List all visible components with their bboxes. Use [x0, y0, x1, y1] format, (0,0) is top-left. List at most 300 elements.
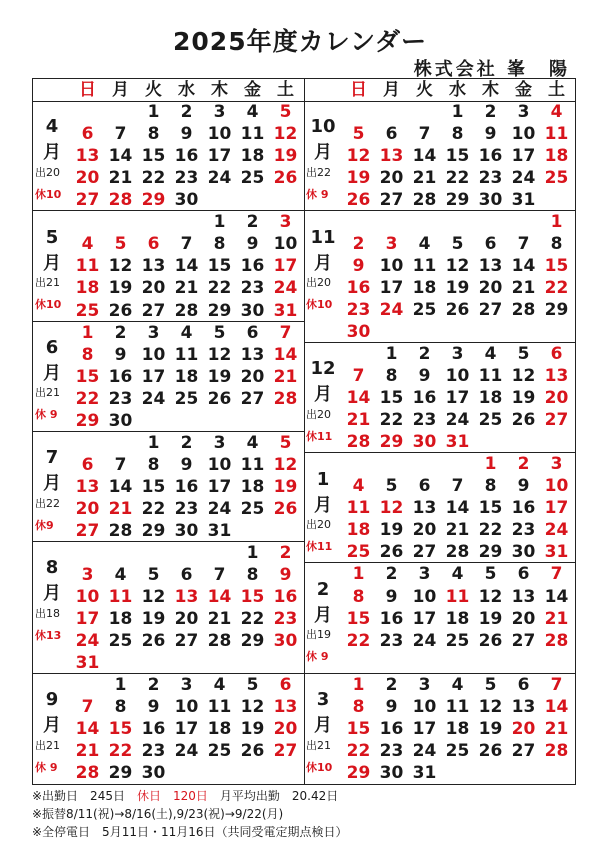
- day-cell: 12: [108, 256, 133, 277]
- day-cell: 28: [544, 630, 569, 651]
- day-cell: 10: [75, 586, 100, 607]
- day-cell: 27: [379, 190, 404, 211]
- day-cell: 14: [174, 256, 199, 277]
- month-char: 月: [314, 715, 332, 737]
- day-cell: 8: [114, 696, 127, 717]
- day-cell: 16: [273, 586, 298, 607]
- day-cell: 17: [207, 146, 232, 167]
- day-cell: 26: [108, 300, 133, 321]
- day-cell: 14: [445, 498, 470, 519]
- day-cell: 15: [75, 366, 100, 387]
- day-cell: 21: [174, 278, 199, 299]
- day-cell: 16: [412, 388, 437, 409]
- day-cell: 6: [517, 674, 530, 695]
- day-cell: 16: [141, 718, 166, 739]
- day-cell: 15: [478, 498, 503, 519]
- day-cell: 28: [511, 300, 536, 320]
- day-cell: 21: [207, 608, 232, 629]
- day-cell: 24: [141, 388, 166, 409]
- month-number: 8: [45, 557, 59, 579]
- day-cell: 27: [75, 521, 100, 542]
- day-cell: 24: [544, 520, 569, 541]
- month-label: [33, 211, 71, 320]
- month-number: 2: [316, 578, 330, 600]
- day-cell: 5: [279, 432, 292, 453]
- day-cell: 24: [412, 740, 437, 761]
- month-char: 月: [43, 142, 61, 164]
- month-char: 月: [43, 583, 61, 605]
- day-cell: 20: [511, 718, 536, 739]
- day-cell: 4: [418, 234, 431, 255]
- month-number: 6: [45, 336, 59, 358]
- day-cell: 8: [246, 564, 259, 585]
- day-cell: 18: [240, 146, 265, 167]
- day-cell: 18: [240, 476, 265, 497]
- day-cell: 17: [379, 278, 404, 299]
- company-name: 株式会社 峯 陽: [413, 59, 570, 80]
- day-cell: 22: [75, 388, 100, 409]
- month-char: 月: [43, 473, 61, 495]
- workdays-count: 出22: [35, 496, 60, 510]
- day-cell: 24: [75, 630, 100, 651]
- day-cell: 6: [246, 322, 259, 343]
- day-cell: 23: [174, 498, 199, 519]
- day-cell: 8: [451, 124, 464, 145]
- holidays-count: 休10: [306, 297, 333, 311]
- day-cell: 4: [451, 564, 464, 585]
- month-char: 月: [43, 363, 61, 385]
- day-cell: 13: [544, 366, 569, 386]
- day-cell: 3: [180, 674, 193, 695]
- month-label: [304, 453, 342, 562]
- day-cell: 20: [75, 168, 100, 189]
- weekday-0: 日: [350, 80, 367, 100]
- day-cell: 26: [511, 410, 536, 431]
- day-cell: 1: [213, 212, 226, 233]
- day-cell: 2: [114, 322, 127, 343]
- day-cell: 24: [273, 278, 298, 299]
- day-cell: 16: [379, 718, 404, 739]
- day-cell: 16: [174, 146, 199, 167]
- day-cell: 9: [114, 344, 127, 365]
- workdays-count: 出21: [35, 386, 60, 400]
- day-cell: 7: [213, 564, 226, 585]
- day-cell: 29: [445, 190, 470, 211]
- day-cell: 20: [273, 718, 298, 739]
- day-cell: 16: [174, 476, 199, 497]
- day-cell: 8: [147, 454, 160, 475]
- day-cell: 3: [517, 102, 530, 123]
- day-cell: 25: [75, 300, 100, 321]
- day-cell: 23: [273, 608, 298, 629]
- day-cell: 29: [346, 762, 371, 783]
- day-cell: 22: [108, 740, 133, 761]
- day-cell: 20: [141, 278, 166, 299]
- day-cell: 24: [207, 498, 232, 519]
- day-cell: 30: [412, 432, 437, 453]
- day-cell: 25: [544, 168, 569, 189]
- day-cell: 3: [451, 343, 464, 364]
- day-cell: 26: [478, 630, 503, 651]
- day-cell: 10: [511, 124, 536, 145]
- day-cell: 1: [451, 102, 464, 123]
- month-block-2: [304, 563, 575, 673]
- day-cell: 23: [240, 278, 265, 299]
- day-cell: 29: [240, 630, 265, 651]
- day-cell: 25: [478, 410, 503, 431]
- day-cell: 3: [81, 564, 94, 585]
- day-cell: 19: [108, 278, 133, 299]
- day-cell: 21: [108, 168, 133, 189]
- day-cell: 11: [412, 256, 437, 277]
- day-cell: 2: [385, 564, 398, 585]
- month-block-4: [33, 101, 304, 211]
- day-cell: 23: [174, 168, 199, 189]
- day-cell: 23: [108, 388, 133, 409]
- day-cell: 25: [445, 740, 470, 761]
- day-cell: 19: [273, 146, 298, 167]
- day-cell: 9: [517, 476, 530, 497]
- day-cell: 7: [279, 322, 292, 343]
- day-cell: 26: [478, 740, 503, 761]
- day-cell: 19: [207, 366, 232, 387]
- day-cell: 5: [279, 102, 292, 123]
- day-cell: 10: [445, 366, 470, 386]
- footer-line-3: ※全停電日 5月11日・11月16日（共同受電定期点検日）: [32, 825, 348, 839]
- day-cell: 27: [412, 542, 437, 563]
- day-cell: 26: [207, 388, 232, 409]
- weekday-5: 金: [515, 80, 532, 100]
- day-cell: 30: [174, 190, 199, 211]
- day-cell: 10: [141, 344, 166, 365]
- month-block-8: [33, 542, 304, 674]
- day-cell: 13: [240, 344, 265, 365]
- day-cell: 7: [550, 674, 563, 695]
- day-cell: 21: [511, 278, 536, 299]
- day-cell: 23: [412, 410, 437, 431]
- day-cell: 4: [114, 564, 127, 585]
- day-cell: 20: [511, 608, 536, 629]
- day-cell: 20: [544, 388, 569, 409]
- day-cell: 1: [550, 212, 563, 233]
- day-cell: 1: [147, 102, 160, 123]
- day-cell: 9: [352, 256, 365, 277]
- day-cell: 2: [385, 674, 398, 695]
- day-cell: 4: [81, 234, 94, 255]
- day-cell: 12: [207, 344, 232, 365]
- day-cell: 1: [352, 674, 365, 695]
- day-cell: 13: [511, 696, 536, 717]
- holidays-count: 休13: [35, 628, 62, 642]
- day-cell: 30: [273, 630, 298, 651]
- weekday-0: 日: [79, 80, 96, 100]
- day-cell: 20: [478, 278, 503, 299]
- day-cell: 22: [141, 498, 166, 519]
- day-cell: 6: [279, 674, 292, 695]
- day-cell: 8: [484, 476, 497, 497]
- day-cell: 11: [207, 696, 232, 717]
- month-char: 月: [314, 384, 332, 406]
- month-block-3: [304, 674, 575, 784]
- day-cell: 27: [141, 300, 166, 321]
- month-label: [304, 674, 342, 784]
- day-cell: 11: [108, 586, 133, 607]
- day-cell: 1: [246, 543, 259, 564]
- day-cell: 11: [346, 498, 371, 519]
- weekday-4: 木: [482, 80, 499, 100]
- month-label: [304, 101, 342, 210]
- day-cell: 29: [141, 521, 166, 542]
- workdays-count: 出20: [306, 275, 331, 289]
- day-cell: 9: [246, 234, 259, 255]
- calendar-right-half: [304, 79, 575, 784]
- day-cell: 25: [174, 388, 199, 409]
- day-cell: 1: [385, 343, 398, 364]
- day-cell: 14: [544, 586, 569, 607]
- month-label: [33, 322, 71, 431]
- day-cell: 15: [379, 388, 404, 409]
- day-cell: 17: [207, 476, 232, 497]
- day-cell: 9: [279, 564, 292, 585]
- day-cell: 31: [511, 190, 536, 211]
- day-cell: 15: [544, 256, 569, 277]
- workdays-count: 出21: [35, 738, 60, 752]
- day-cell: 25: [346, 542, 371, 563]
- calendar-grid: [32, 78, 576, 785]
- day-cell: 25: [412, 300, 437, 320]
- footer-line-1: [32, 787, 338, 804]
- day-cell: 12: [273, 454, 298, 475]
- day-cell: 29: [544, 300, 569, 320]
- calendar-left-half: [33, 79, 305, 784]
- day-cell: 12: [240, 696, 265, 717]
- month-label: [304, 211, 342, 342]
- day-cell: 4: [451, 674, 464, 695]
- day-cell: 24: [379, 300, 404, 320]
- day-cell: 4: [352, 476, 365, 497]
- day-cell: 19: [478, 718, 503, 739]
- holidays-count: 休 9: [306, 650, 329, 664]
- day-cell: 11: [544, 124, 569, 145]
- month-label: [33, 542, 71, 673]
- day-cell: 2: [418, 343, 431, 364]
- day-cell: 5: [114, 234, 127, 255]
- day-cell: 27: [240, 388, 265, 409]
- month-number: 1: [316, 468, 330, 490]
- day-cell: 26: [379, 542, 404, 563]
- day-cell: 7: [517, 234, 530, 255]
- day-cell: 8: [147, 124, 160, 145]
- day-cell: 30: [379, 762, 404, 783]
- day-cell: 9: [484, 124, 497, 145]
- day-cell: 4: [246, 102, 259, 123]
- day-cell: 28: [544, 740, 569, 761]
- day-cell: 7: [114, 124, 127, 145]
- workdays-count: 出20: [306, 518, 331, 532]
- day-cell: 6: [484, 234, 497, 255]
- month-number: 11: [310, 226, 336, 248]
- day-cell: 3: [213, 432, 226, 453]
- day-cell: 2: [180, 102, 193, 123]
- day-cell: 13: [141, 256, 166, 277]
- day-cell: 18: [478, 388, 503, 409]
- weekday-4: 木: [211, 80, 228, 100]
- footer-line-2: ※振替8/11(祝)→8/16(土),9/23(祝)→9/22(月): [32, 807, 284, 821]
- weekday-1: 月: [383, 80, 400, 100]
- day-cell: 14: [108, 146, 133, 167]
- holidays-count: 休10: [306, 760, 333, 774]
- day-cell: 15: [240, 586, 265, 607]
- day-cell: 5: [213, 322, 226, 343]
- day-cell: 14: [207, 586, 232, 607]
- workdays-total: ※出勤日 245日: [32, 789, 137, 803]
- weekday-6: 土: [277, 80, 294, 100]
- day-cell: 19: [511, 388, 536, 409]
- day-cell: 6: [385, 124, 398, 145]
- workdays-count: 出19: [306, 628, 331, 642]
- day-cell: 31: [273, 300, 298, 321]
- day-cell: 21: [412, 168, 437, 189]
- day-cell: 9: [147, 696, 160, 717]
- day-cell: 4: [484, 343, 497, 364]
- day-cell: 19: [240, 718, 265, 739]
- day-cell: 16: [346, 278, 371, 299]
- day-cell: 19: [141, 608, 166, 629]
- day-cell: 22: [544, 278, 569, 299]
- weekday-5: 金: [244, 80, 261, 100]
- day-cell: 14: [412, 146, 437, 167]
- day-cell: 14: [75, 718, 100, 739]
- weekday-1: 月: [112, 80, 129, 100]
- holidays-count: 休10: [35, 187, 62, 201]
- day-cell: 24: [174, 740, 199, 761]
- day-cell: 14: [511, 256, 536, 277]
- day-cell: 25: [207, 740, 232, 761]
- day-cell: 17: [273, 256, 298, 277]
- day-cell: 24: [207, 168, 232, 189]
- month-block-6: [33, 322, 304, 432]
- day-cell: 28: [412, 190, 437, 211]
- day-cell: 3: [418, 564, 431, 585]
- day-cell: 13: [511, 586, 536, 607]
- day-cell: 12: [346, 146, 371, 167]
- day-cell: 26: [141, 630, 166, 651]
- day-cell: 17: [445, 388, 470, 409]
- weekday-2: 火: [145, 80, 162, 100]
- day-cell: 2: [180, 432, 193, 453]
- day-cell: 18: [346, 520, 371, 541]
- day-cell: 15: [445, 146, 470, 167]
- day-cell: 18: [445, 608, 470, 629]
- day-cell: 30: [108, 410, 133, 431]
- day-cell: 22: [445, 168, 470, 189]
- day-cell: 15: [207, 256, 232, 277]
- day-cell: 6: [180, 564, 193, 585]
- day-cell: 11: [445, 696, 470, 717]
- day-cell: 22: [346, 630, 371, 651]
- day-cell: 23: [511, 520, 536, 541]
- day-cell: 20: [379, 168, 404, 189]
- day-cell: 17: [412, 608, 437, 629]
- day-cell: 28: [273, 388, 298, 409]
- day-cell: 13: [174, 586, 199, 607]
- day-cell: 16: [240, 256, 265, 277]
- day-cell: 17: [412, 718, 437, 739]
- day-cell: 31: [207, 521, 232, 542]
- day-cell: 29: [207, 300, 232, 321]
- day-cell: 5: [246, 674, 259, 695]
- day-cell: 26: [273, 498, 298, 519]
- day-cell: 28: [108, 521, 133, 542]
- holidays-count: 休11: [306, 540, 333, 554]
- day-cell: 27: [511, 630, 536, 651]
- month-number: 10: [310, 116, 336, 138]
- day-cell: 26: [240, 740, 265, 761]
- day-cell: 31: [412, 762, 437, 783]
- day-cell: 20: [412, 520, 437, 541]
- day-cell: 3: [385, 234, 398, 255]
- day-cell: 9: [180, 124, 193, 145]
- day-cell: 24: [511, 168, 536, 189]
- day-cell: 17: [75, 608, 100, 629]
- workdays-count: 出21: [35, 276, 60, 290]
- month-block-12: [304, 343, 575, 453]
- day-cell: 25: [108, 630, 133, 651]
- holidays-count: 休10: [35, 298, 62, 312]
- day-cell: 7: [451, 476, 464, 497]
- day-cell: 14: [273, 344, 298, 365]
- month-char: 月: [43, 715, 61, 737]
- day-cell: 15: [346, 608, 371, 629]
- day-cell: 13: [273, 696, 298, 717]
- day-cell: 12: [478, 586, 503, 607]
- day-cell: 26: [273, 168, 298, 189]
- month-block-11: [304, 211, 575, 343]
- holidays-count: 休 9: [306, 187, 329, 201]
- day-cell: 8: [213, 234, 226, 255]
- day-cell: 11: [240, 124, 265, 145]
- weekday-3: 水: [449, 80, 466, 100]
- day-cell: 4: [246, 432, 259, 453]
- workdays-count: 出20: [35, 165, 60, 179]
- day-cell: 9: [418, 366, 431, 386]
- workdays-count: 出18: [35, 606, 60, 620]
- day-cell: 2: [352, 234, 365, 255]
- day-cell: 5: [484, 674, 497, 695]
- workdays-count: 出21: [306, 738, 331, 752]
- day-cell: 2: [279, 543, 292, 564]
- day-cell: 17: [511, 146, 536, 167]
- day-cell: 7: [550, 564, 563, 585]
- day-cell: 20: [240, 366, 265, 387]
- day-cell: 13: [379, 146, 404, 167]
- day-cell: 12: [273, 124, 298, 145]
- day-cell: 12: [445, 256, 470, 277]
- day-cell: 29: [108, 762, 133, 783]
- day-cell: 7: [418, 124, 431, 145]
- day-cell: 4: [213, 674, 226, 695]
- weekday-2: 火: [416, 80, 433, 100]
- holidays-total: 休日 120日: [136, 789, 208, 803]
- month-label: [33, 674, 71, 784]
- day-cell: 22: [240, 608, 265, 629]
- day-cell: 21: [445, 520, 470, 541]
- day-cell: 6: [418, 476, 431, 497]
- day-cell: 30: [346, 321, 371, 342]
- day-cell: 12: [141, 586, 166, 607]
- day-cell: 19: [379, 520, 404, 541]
- day-cell: 8: [81, 344, 94, 365]
